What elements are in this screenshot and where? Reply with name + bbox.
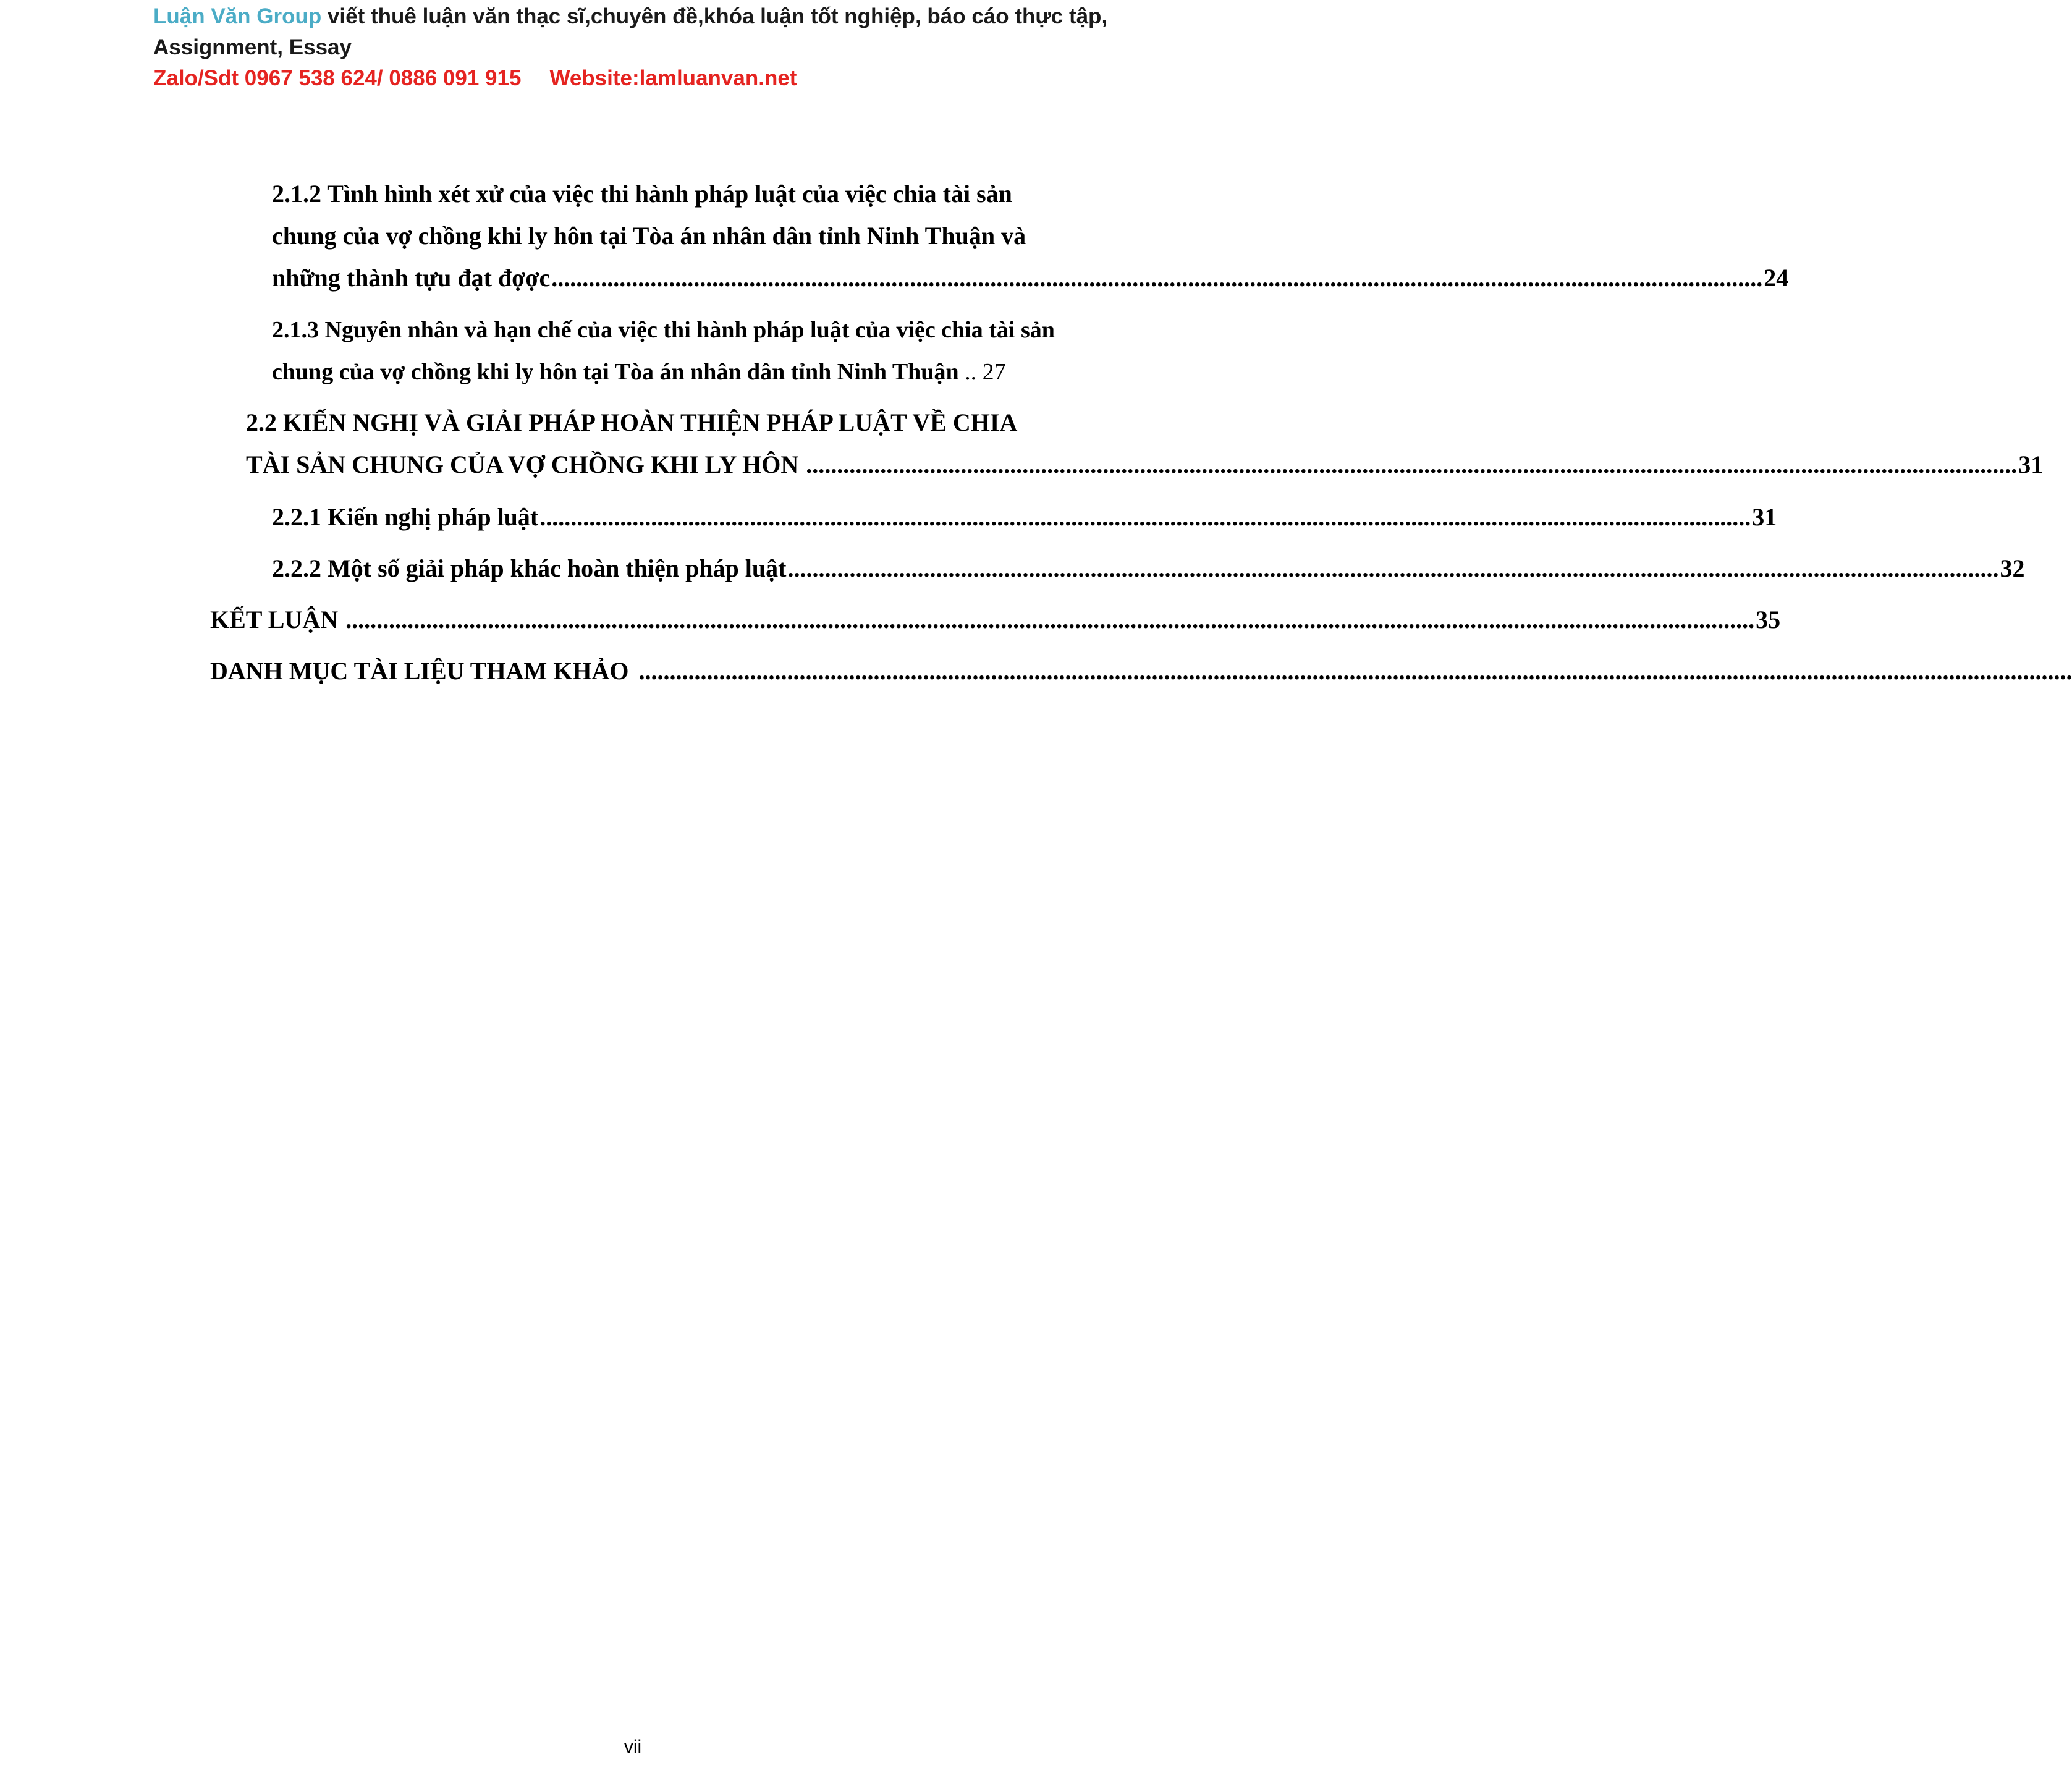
- toc-entry-last-line: [272, 351, 1141, 393]
- header-line-2: [153, 32, 352, 63]
- toc-entry-line: chung của vợ chồng khi ly hôn tại Tòa án nhân dân tỉnh Ninh Thuận và: [272, 222, 1026, 250]
- header-line-1: [153, 1, 1107, 32]
- toc-entry-2-1-2[interactable]: [272, 173, 1789, 299]
- toc-entry-references[interactable]: [210, 650, 2072, 692]
- toc-page-number: 27: [982, 359, 1006, 385]
- page-number: vii: [624, 1737, 642, 1757]
- toc-entry-line: 2.2.1 Kiến nghị pháp luật: [272, 503, 539, 531]
- toc-entry-last-line: [272, 257, 1789, 299]
- toc-entry-line: những thành tựu đạt đợợc: [272, 264, 551, 292]
- toc-page-number: 32: [2000, 554, 2025, 582]
- toc-entry-last-line: [210, 650, 2072, 692]
- dot-leader: ........................................................................................................................................................................................................................................: [638, 657, 2072, 685]
- toc-entry-line: KẾT LUẬN: [210, 606, 339, 633]
- toc-entry-line: 2.2 KIẾN NGHỊ VÀ GIẢI PHÁP HOÀN THIỆN PHÁP LUẬT VỀ CHIA: [246, 409, 1018, 436]
- toc-entry-line: TÀI SẢN CHUNG CỦA VỢ CHỒNG KHI LY HÔN: [246, 451, 799, 478]
- toc-page-number: 31: [2018, 451, 2044, 478]
- dot-leader: ....................................................................................................................................................................................................................................: [339, 606, 1755, 633]
- toc-entry-line: 2.2.2 Một số giải pháp khác hoàn thiện pháp luật: [272, 554, 787, 582]
- dot-leader: ....................................................................................................................................................................................................: [551, 264, 1763, 292]
- dot-leader: ....................................................................................................................................................................................................: [800, 451, 2018, 478]
- contact-phone: Zalo/Sdt 0967 538 624/ 0886 091 915: [153, 66, 522, 90]
- toc-entry-line: chung của vợ chồng khi ly hôn tại Tòa án nhân dân tỉnh Ninh Thuận: [272, 359, 959, 385]
- toc-entry-last-line: [246, 444, 2044, 486]
- toc-entry-last-line: [272, 548, 2025, 590]
- toc-entry-line: DANH MỤC TÀI LIỆU THAM KHẢO: [210, 657, 629, 685]
- contact-website: Website:lamluanvan.net: [549, 66, 797, 90]
- toc-entry-2-2-1[interactable]: [272, 496, 1777, 538]
- toc-entry-last-line: [210, 599, 1781, 641]
- dot-leader: ....................................................................................................................................................................................................: [539, 503, 1751, 531]
- header-line-3: [153, 63, 797, 94]
- toc-entry-conclusion[interactable]: [210, 599, 1781, 641]
- toc-entry-2-2[interactable]: [246, 402, 2044, 486]
- toc-entry-last-line: [272, 496, 1777, 538]
- toc-entry-line: 2.1.3 Nguyên nhân và hạn chế của việc thi hành pháp luật của việc chia tài sản: [272, 317, 1055, 343]
- service-description-cont: Assignment, Essay: [153, 35, 352, 59]
- toc-entry-2-2-2[interactable]: [272, 548, 2025, 590]
- toc-page-number: 35: [1756, 606, 1781, 633]
- toc-page-number: 31: [1752, 503, 1777, 531]
- toc-entry-line: 2.1.2 Tình hình xét xử của việc thi hành pháp luật của việc chia tài sản: [272, 180, 1012, 208]
- brand-name: Luận Văn Group: [153, 4, 322, 28]
- dot-leader: ..: [958, 359, 983, 385]
- service-description: viết thuê luận văn thạc sĩ,chuyên đề,khóa luận tốt nghiệp, báo cáo thực tập,: [321, 4, 1108, 28]
- dot-leader: ....................................................................................................................................................................................................: [787, 554, 1999, 582]
- toc-entry-2-1-3[interactable]: [272, 309, 1141, 393]
- toc-page-number: 24: [1764, 264, 1789, 292]
